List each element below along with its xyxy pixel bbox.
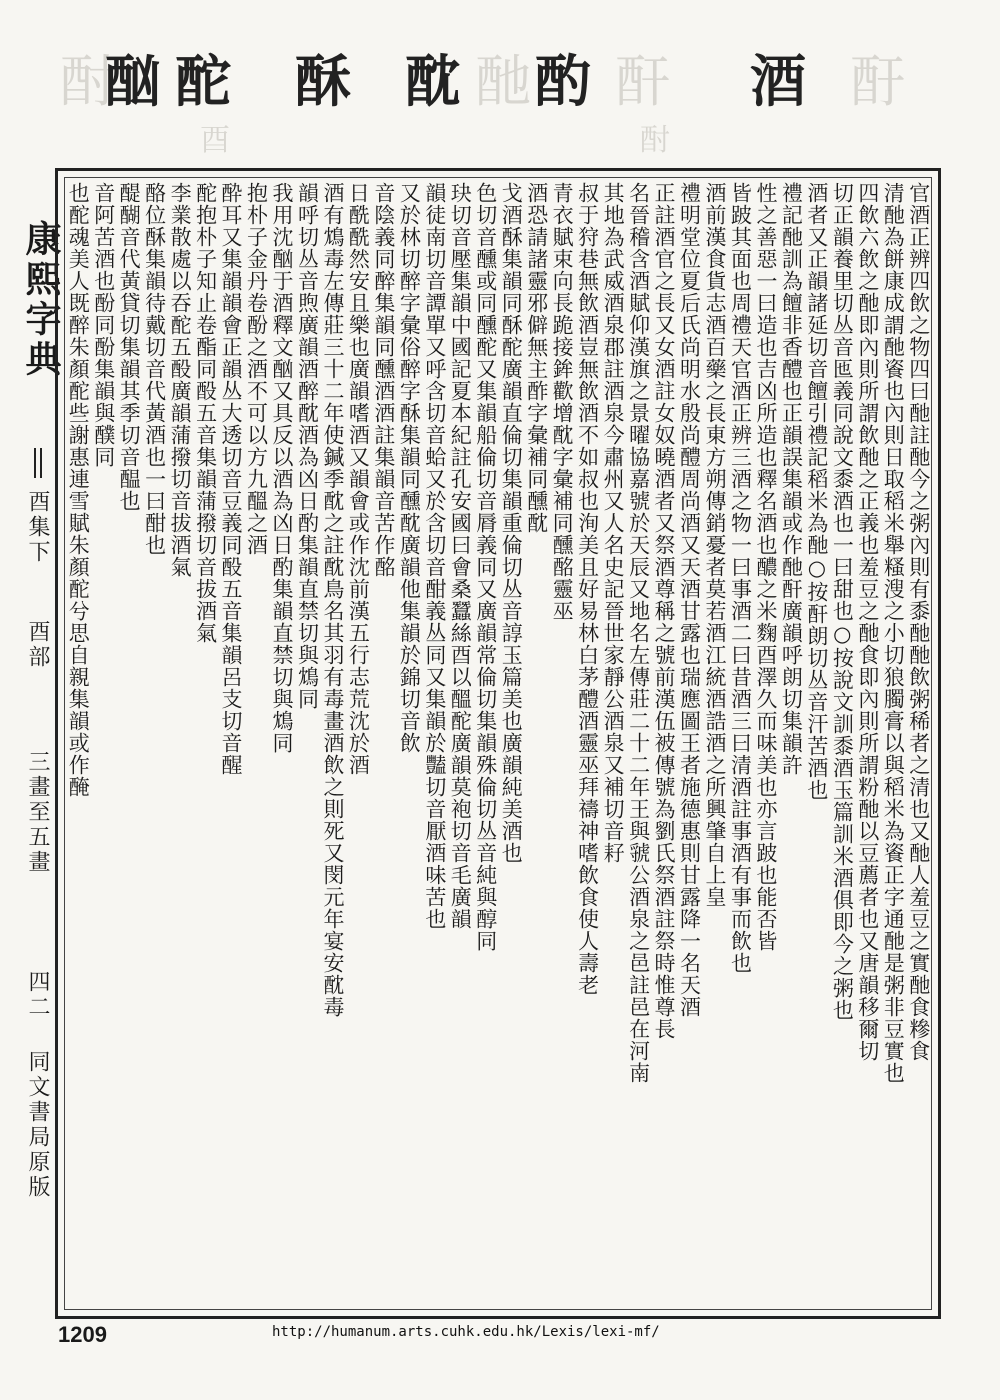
seal-glyph: 酥 [295,49,353,115]
dictionary-column: 玦切音壓集韻中國記夏本紀註孔安國曰會桑蠶絲酉以醞酡廣韻莫袍切音毛廣韻 [448,182,473,930]
text-frame [55,168,941,1319]
side-margin [14,190,60,1330]
seal-small-glyph: 酎 [640,123,670,158]
dictionary-column: 抱朴子金丹卷酚之酒不可以方九醞之酒 [244,182,269,556]
dictionary-column: 酪位酥集韻待戴切音代黃酒也一曰酣也 [142,182,167,556]
dictionary-columns [64,177,932,1310]
dictionary-column: 正註酒官之長又女酒註女奴曉酒者又祭酒尊稱之號前漢伍被傳號為劉氏祭酒註祭時惟尊長 [652,182,677,1040]
radical-label: 酉部 [25,620,50,670]
dictionary-column: 戈酒酥集韻同酥酡廣韻直倫切集韻重倫切丛音諄玉篇美也廣韻純美酒也 [499,182,524,864]
stroke-range-label: 三畫至五畫 [25,750,50,875]
title-rule [34,448,42,478]
dictionary-column: 李業散處以吞酡五酘廣韻蒲撥切音拔酒氣 [168,182,193,578]
seal-glyph: 酗 [105,49,163,115]
book-title: 康熙字典 [20,220,62,380]
source-url[interactable]: http://humanum.arts.cuhk.edu.hk/Lexis/lexi-mf/ [272,1324,660,1340]
dictionary-column: 酒有鴆毒左傳莊三十二年使鍼季酖之註酖鳥名其羽有毒畫酒飲之則死又閔元年宴安酖毒 [320,182,345,1018]
seal-glyph: 酌 [535,49,593,115]
dictionary-column: 官酒正辨四飲之物四曰酏註酏今之粥內則有黍酏酏飲粥稀者之清也又酏人羞豆之實酏食糝食 [906,182,931,1062]
dictionary-column: 又於林切醉字彙俗醉字酥集韻同醺酖廣韻他集韻於錦切音飲 [397,182,422,754]
dictionary-column: 酒恐請諸靈邪僻無主酢字彙補同醺酖 [524,182,549,534]
dictionary-column: 四飲六飲之酏即內則所謂飲酏之正義也羞豆之酏食即內則所謂粉酏以豆薦者也又唐韻移爾切 [855,182,880,1062]
dictionary-column: 也酡魂美人既醉朱顏酡些謝惠連雪賦朱顏酡兮思自親集韻或作醃 [66,182,91,798]
seal-glyph: 酡 [175,49,233,115]
dictionary-column: 清酏為餅康成謂酏餈也內則日取稻米舉糔溲之小切狼臅膏以與稻米為餈正字通酏是粥非豆實也 [881,182,906,1084]
dictionary-column: 酡抱朴子知止卷酯同酘五音集韻蒲撥切音拔酒氣 [193,182,218,644]
dictionary-column: 叔于狩巷無飲酒豈無飲酒不如叔也洵美且好易林白茅醴酒靈巫拜禱神嗜飲食使人壽老 [575,182,600,996]
page-label: 四二 [25,970,50,1020]
seal-glyph-faint: 酏 [475,50,533,115]
dictionary-column: 其地為武威酒泉郡註酒泉今肅州又人名史記晉世家靜公酒泉又補切音耔 [601,182,626,864]
collection-label: 酉集下 [25,490,50,565]
seal-glyph-faint: 酑 [850,50,908,115]
dictionary-column: 青衣賦束向長跪接鉾歡增酖字彙補同醺酩靈巫 [550,182,575,622]
seal-script-strip [60,30,940,160]
dictionary-column: 酔耳又集韻韻會正韻丛大透切音豆義同酘五音集韻呂支切音醒 [219,182,244,776]
dictionary-column: 禮記酏訓為饘非香醴也正韻誤集韻或作酏酐廣韻呼朗切集韻許 [779,182,804,776]
dictionary-column: 音阿苦酒也酚同酚集韻與醭同 [91,182,116,468]
dictionary-column: 酒者又正韻諸延切音饘引禮記稻米為酏○按酐朗切丛音汗苦酒也 [804,182,829,801]
dictionary-column: 音陰義同醉集韻同醺酒酒註集韻音苦作酩 [371,182,396,578]
dictionary-column: 性之善惡一曰造也吉凶所造也釋名酒也醲之米麴酉澤久而味美也亦言跛也能否皆 [753,182,778,952]
dictionary-column: 我用沈酗于酒釋文酗又具反以酒為凶日酌集韻直禁切與鴆同 [270,182,294,754]
dictionary-column: 切正韻養里切丛音匜義同說文黍酒也一曰甜也○按說文訓黍酒玉篇訓米酒俱即今之粥也 [830,182,855,1021]
seal-glyph-faint: 酎 [60,50,118,115]
dictionary-column: 色切音醺或同醺酡又集韻船倫切音脣義同又廣韻常倫切集韻殊倫切丛音純與醇同 [473,182,498,952]
seal-small-glyph: 酉 [200,123,230,158]
seal-glyph-faint: 酐 [615,50,673,115]
dictionary-column: 醍醐音代黃貸切集韻其季切音醖也 [117,182,142,512]
publisher-label: 同文書局原版 [25,1050,50,1200]
dictionary-column: 韻徒南切音譚單又呼含切音蛤又於含切音酣義丛同又集韻於豔切音厭酒味苦也 [422,182,447,930]
dictionary-column: 皆跛其面也周禮天官酒正辨三酒之物一曰事酒二曰昔酒三曰清酒註事酒有事而飲也 [728,182,753,974]
dictionary-column: 日酰酰然安且樂也廣韻嗜酒又韻會或作沈前漢五行志荒沈於酒 [346,182,371,776]
page-number: 1209 [58,1322,107,1347]
dictionary-column: 酒前漢食貨志酒百藥之長東方朔傳銷憂者莫若酒江統酒誥酒之所興肇自上皇 [703,182,727,908]
dictionary-column: 韻呼切丛音煦廣韻酒醉酖酒為凶日酌集韻直禁切與鴆同 [295,182,320,710]
dictionary-column: 名晉稽含酒賦仰漢旗之景曜協嘉號於天辰又地名左傳莊二十二年王與虢公酒泉之邑註邑在河南 [626,182,651,1084]
seal-glyph: 酖 [405,49,463,115]
seal-glyph: 酒 [750,49,808,115]
dictionary-column: 禮明堂位夏后氏尚明水殷尚醴周尚酒又天酒甘露也瑞應圖王者施德惠則甘露降一名天酒 [677,182,702,1018]
